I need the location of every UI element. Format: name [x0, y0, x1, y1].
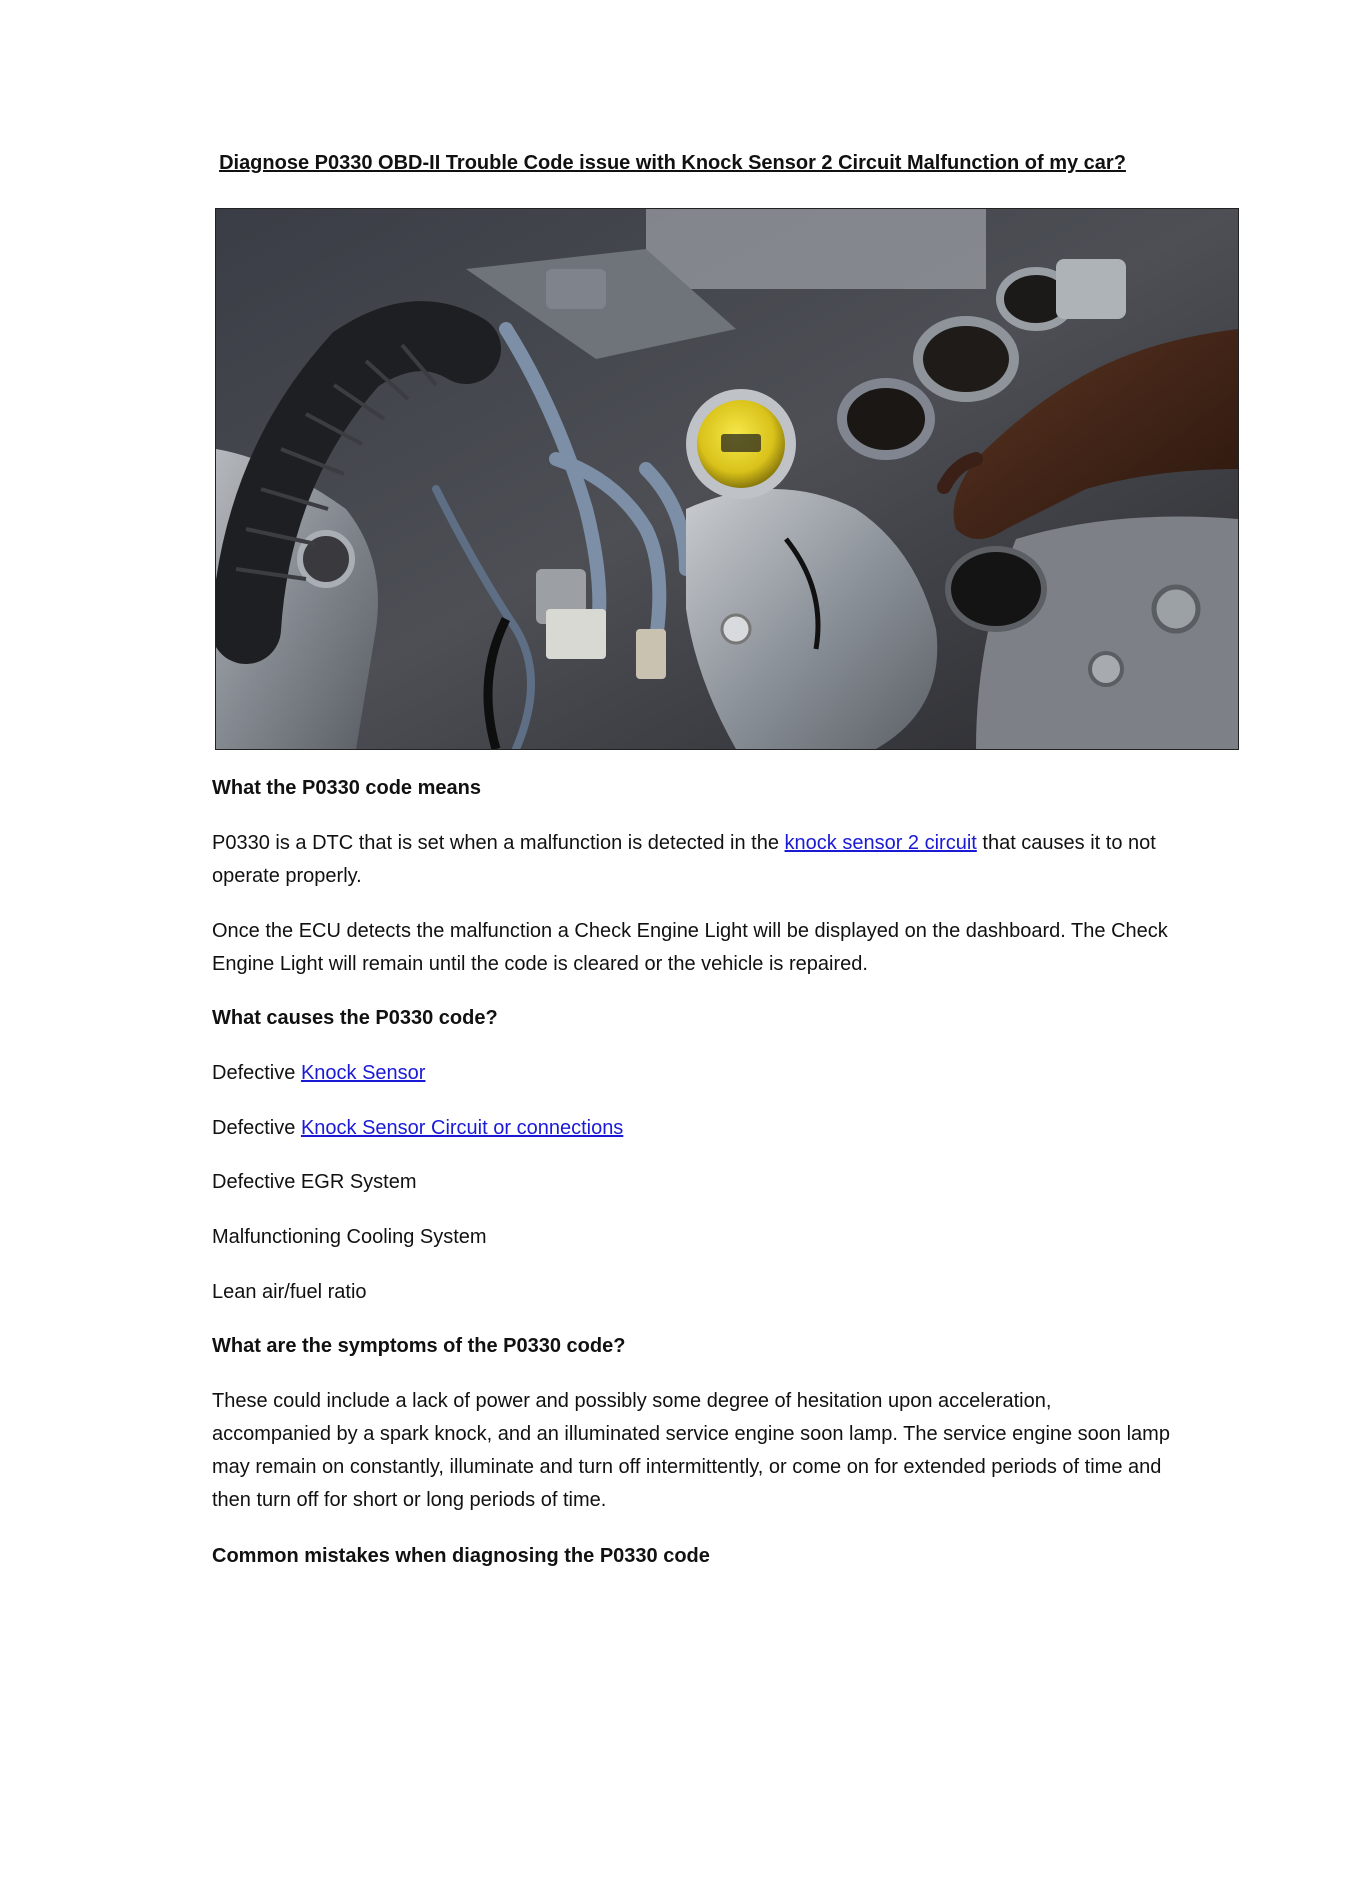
heading-symptoms: What are the symptoms of the P0330 code?	[212, 1335, 626, 1357]
heading-causes: What causes the P0330 code?	[212, 1007, 498, 1029]
link-knock-sensor-2-circuit[interactable]: knock sensor 2 circuit	[784, 832, 977, 854]
paragraph-text: P0330 is a DTC that is set when a malfunction is detected in the	[212, 832, 785, 854]
heading-common-mistakes: Common mistakes when diagnosing the P0330 code	[212, 1545, 710, 1567]
link-knock-sensor[interactable]: Knock Sensor	[300, 1062, 426, 1084]
cause-item-cooling: Malfunctioning Cooling System	[212, 1226, 487, 1248]
cause-item-knock-sensor	[212, 1057, 1172, 1090]
page-title: Diagnose P0330 OBD-II Trouble Code issue with Knock Sensor 2 Circuit Malfunction of my car?	[219, 152, 1126, 174]
link-knock-sensor-circuit[interactable]: Knock Sensor Circuit or connections	[300, 1117, 624, 1139]
engine-bay-photo-illustration	[216, 209, 1238, 749]
heading-code-meaning: What the P0330 code means	[212, 777, 481, 799]
paragraph-check-engine-light: Once the ECU detects the malfunction a Check Engine Light will be displayed on the dashboard. The Check Engine Light will remain until the code is cleared or the vehicle is repaired.	[212, 920, 1168, 975]
cause-text: Defective	[212, 1062, 301, 1084]
paragraph-symptoms: These could include a lack of power and possibly some degree of hesitation upon acceleration, accompanied by a spark knock, and an illuminated service engine soon lamp. The service engine soon lamp may remain on constantly, illuminate and turn off intermittently, or come on for extended periods of time and then turn off for short or long periods of time.	[212, 1390, 1170, 1511]
paragraph-code-meaning	[212, 827, 1172, 893]
cause-item-egr: Defective EGR System	[212, 1171, 417, 1193]
cause-item-lean-ratio: Lean air/fuel ratio	[212, 1281, 367, 1303]
cause-text: Defective	[212, 1117, 301, 1139]
cause-item-knock-sensor-circuit	[212, 1112, 1172, 1145]
engine-bay-photo	[215, 208, 1239, 750]
paragraph-text: that causes it to not operate properly.	[212, 832, 1156, 887]
